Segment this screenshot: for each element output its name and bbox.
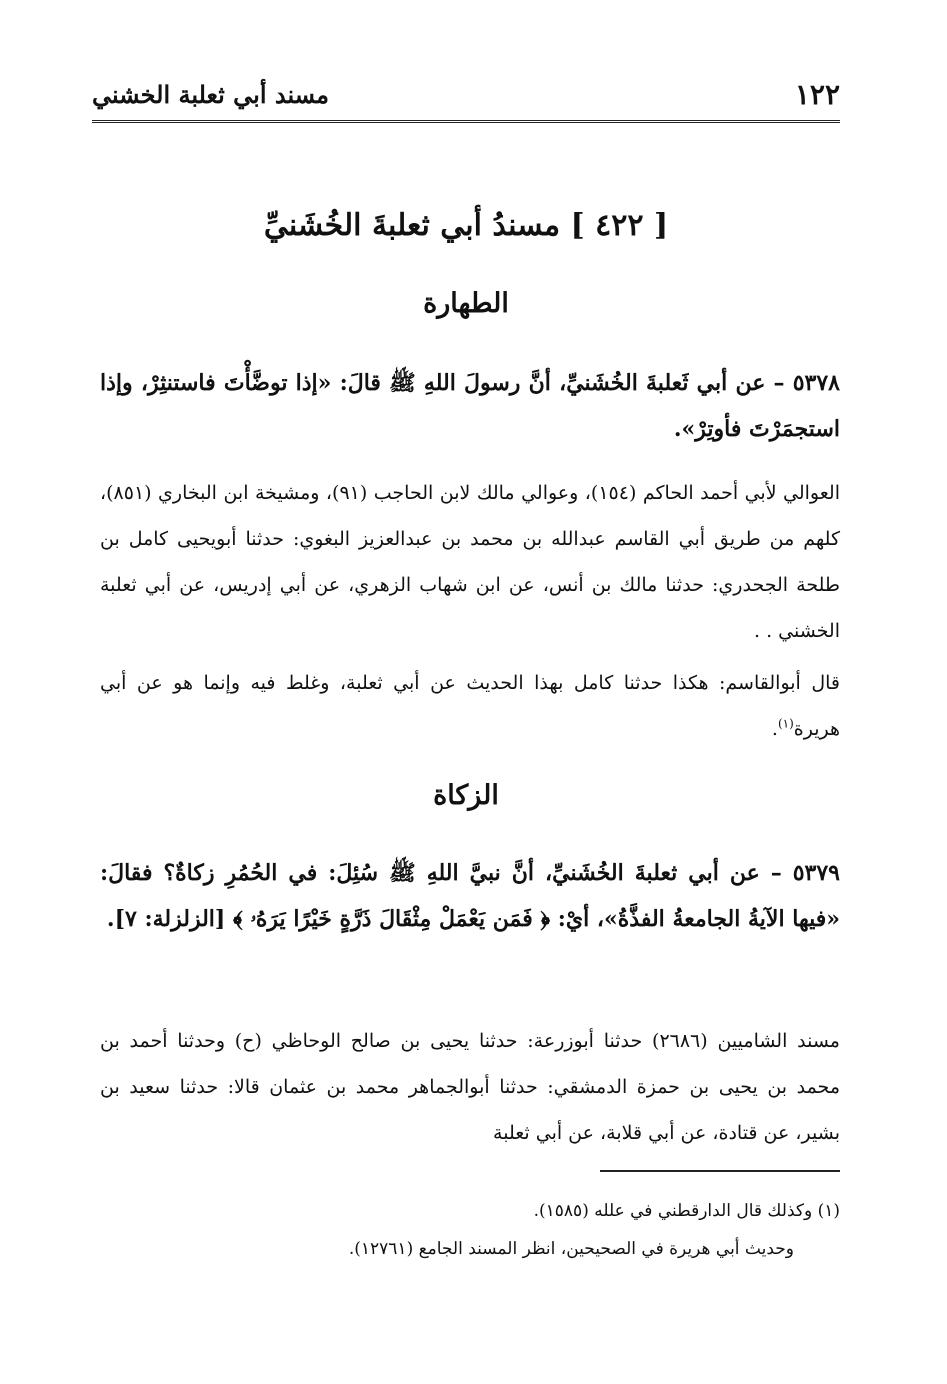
note-end: . (771, 718, 778, 740)
header-divider (92, 120, 840, 123)
footnote-1-continuation: وحديث أبي هريرة في الصحيحين، انظر المسند الجامع (١٢٧٦١). (348, 1239, 794, 1259)
running-title: مسند أبي ثعلبة الخشني (92, 80, 329, 109)
footnote-divider (600, 1170, 840, 1172)
takhrij-5379: مسند الشاميين (٢٦٨٦) حدثنا أبوزرعة: حدثنا يحيى بن صالح الوحاظي (ح) وحدثنا أحمد بن محمد بن يحيى بن حمزة الدمشقي: حدثنا أبوالجماهر محمد بن عثمان قالا: حدثنا سعيد بن بشير، عن قتادة، عن أبي قلابة، عن أبي ثعلبة (100, 1030, 840, 1144)
hadith-5378: ٥٣٧٨ – عن أبي ثَعلبةَ الخُشَنيِّ، أنَّ رسولَ اللهِ ﷺ قالَ: «إذا توضَّأْتَ فاستنثِرْ، وإذا استجمَرْتَ فأوتِرْ». (100, 370, 840, 442)
running-header (92, 76, 840, 116)
section-heading-taharah: الطهارة (423, 288, 509, 319)
takhrij-5378: العوالي لأبي أحمد الحاكم (١٥٤)، وعوالي مالك لابن الحاجب (٩١)، ومشيخة ابن البخاري (٨٥١)، كلهم من طريق أبي القاسم عبدالله بن محمد بن عبدالعزيز البغوي: حدثنا أبويحيى كامل بن طلحة الجحدري: حدثنا مالك بن أنس، عن ابن شهاب الزهري، عن أبي إدريس، عن أبي ثعلبة الخشني . . (100, 482, 840, 642)
page-number: ١٢٢ (794, 78, 840, 111)
chapter-title: [ ٤٢٢ ] مسندُ أبي ثعلبةَ الخُشَنيِّ (263, 208, 669, 243)
footnote-1: (١) وكذلك قال الدارقطني في علله (١٥٨٥). (533, 1201, 840, 1221)
section-heading-zakah: الزكاة (433, 780, 499, 811)
note-text: قال أبوالقاسم: هكذا حدثنا كامل بهذا الحديث عن أبي ثعلبة، وغلط فيه وإنما هو عن أبي هريرة (100, 672, 840, 740)
footnotes (100, 1192, 840, 1268)
hadith-5379: ٥٣٧٩ – عن أبي ثعلبةَ الخُشَنيِّ، أنَّ نبيَّ اللهِ ﷺ سُئِلَ: في الحُمُرِ زكاةٌ؟ فقالَ: «فيها الآيةُ الجامعةُ الفذَّةُ»، أيْ: ﴿ فَمَن يَعْمَلْ مِثْقَالَ ذَرَّةٍ خَيْرًا يَرَهُۥ ﴾ [الزلزلة: ٧]. (100, 860, 840, 932)
footnote-marker[interactable]: (١) (777, 716, 794, 731)
editor-note (100, 660, 840, 752)
